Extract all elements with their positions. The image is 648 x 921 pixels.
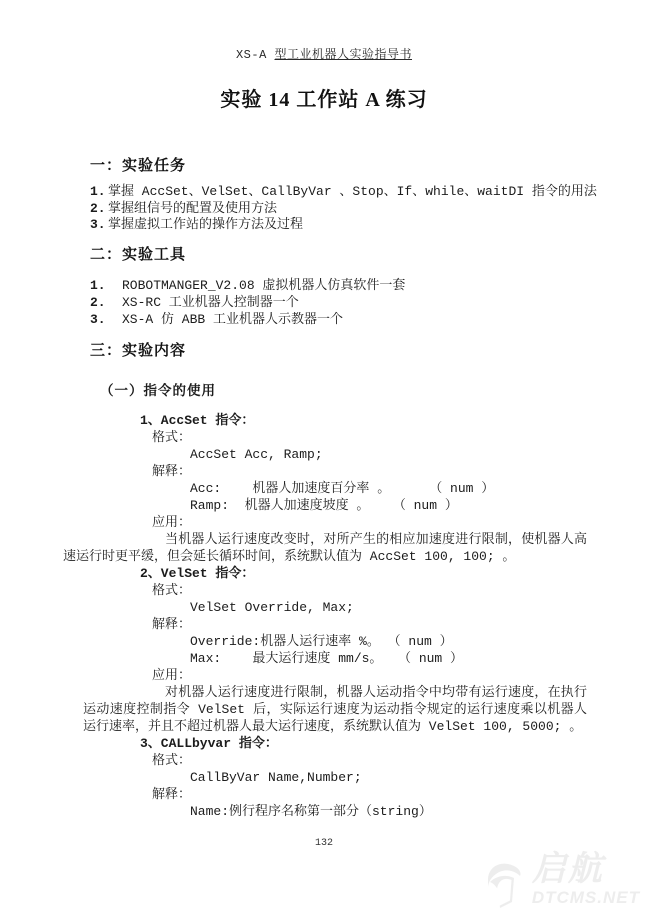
param-line: Name:例行程序名称第一部分（string） (190, 803, 432, 819)
list-item-text: 掌握组信号的配置及使用方法 (108, 200, 278, 216)
list-item-number: 2. (90, 200, 106, 216)
instruction-callbyvar (0, 735, 648, 820)
apply-paragraph: 对机器人运行速度进行限制，机器人运动指令中均带有运行速度，在执行运动速度控制指令 VelSet 后，实际运行速度为运动指令规定的运行速度乘以机器人运行速率，并且不超过机器人最大运行速度，系统默认值为 VelSet 100, 5000; 。 (83, 684, 587, 734)
list-item-number: 1. (90, 277, 106, 293)
task-list (0, 184, 648, 234)
watermark-site: DTCMS.NET (531, 888, 640, 907)
list-item-text: 掌握虚拟工作站的操作方法及过程 (108, 217, 304, 232)
section-heading-tools: 二：实验工具 (90, 246, 187, 264)
instruction-velset (0, 565, 648, 735)
list-item-text: 掌握 AccSet、VelSet、CallByVar 、Stop、If、while、waitDI 指令的用法 (108, 184, 597, 199)
list-item-text: XS-RC 工业机器人控制器一个 (122, 294, 299, 310)
tools-list (0, 277, 648, 328)
instruction-accset (0, 412, 648, 565)
list-item (90, 184, 648, 201)
format-code: AccSet Acc, Ramp; (190, 446, 323, 462)
qihang-logo-icon (484, 858, 526, 915)
apply-paragraph: 当机器人运行速度改变时，对所产生的相应加速度进行限制，使机器人高速运行时更平缓，但会延长循环时间，系统默认值为 AccSet 100, 100; 。 (63, 531, 587, 564)
explain-label: 解释： (152, 616, 192, 632)
format-code: VelSet Override, Max; (190, 599, 354, 615)
instruction-title: 3、CALLbyvar 指令： (140, 735, 278, 751)
instruction-title: 1、AccSet 指令： (140, 412, 255, 428)
list-item (90, 294, 648, 311)
document-header (0, 0, 648, 62)
list-item-text: ROBOTMANGER_V2.08 虚拟机器人仿真软件一套 (122, 277, 406, 293)
format-label: 格式： (152, 582, 192, 598)
apply-label: 应用： (152, 514, 192, 530)
list-item (90, 311, 648, 328)
header-prefix: XS-A (235, 48, 275, 62)
header-underlined-text: 型工业机器人实验指导书 (274, 48, 413, 62)
param-line: Acc: 机器人加速度百分率 。 （ num ） (190, 480, 495, 496)
param-line: Ramp: 机器人加速度坡度 。 （ num ） (190, 497, 458, 513)
explain-label: 解释： (152, 786, 192, 802)
list-item-text: XS-A 仿 ABB 工业机器人示教器一个 (122, 311, 344, 327)
list-item-number: 1. (90, 184, 106, 199)
watermark (484, 852, 640, 915)
explain-label: 解释： (152, 463, 192, 479)
param-line: Override:机器人运行速率 %。 （ num ） (190, 633, 453, 649)
watermark-brand: 启航 (531, 850, 604, 888)
format-code: CallByVar Name,Number; (190, 769, 362, 785)
page-title: 实验 14 工作站 A 练习 (220, 89, 428, 111)
format-label: 格式： (152, 752, 192, 768)
list-item (90, 201, 648, 218)
page-number: 132 (314, 838, 333, 849)
section-heading-content: 三：实验内容 (90, 342, 187, 360)
list-item (90, 217, 648, 234)
format-label: 格式： (152, 429, 192, 445)
subsection-heading: （一）指令的使用 (100, 384, 216, 400)
list-item-number: 3. (90, 311, 106, 327)
section-heading-tasks: 一：实验任务 (90, 158, 187, 175)
list-item-number: 3. (90, 217, 106, 232)
watermark-text (532, 852, 640, 906)
instruction-title: 2、VelSet 指令： (140, 565, 255, 581)
list-item-number: 2. (90, 294, 106, 310)
param-line: Max: 最大运行速度 mm/s。 （ num ） (190, 650, 464, 666)
list-item (90, 277, 648, 294)
apply-label: 应用： (152, 667, 192, 683)
